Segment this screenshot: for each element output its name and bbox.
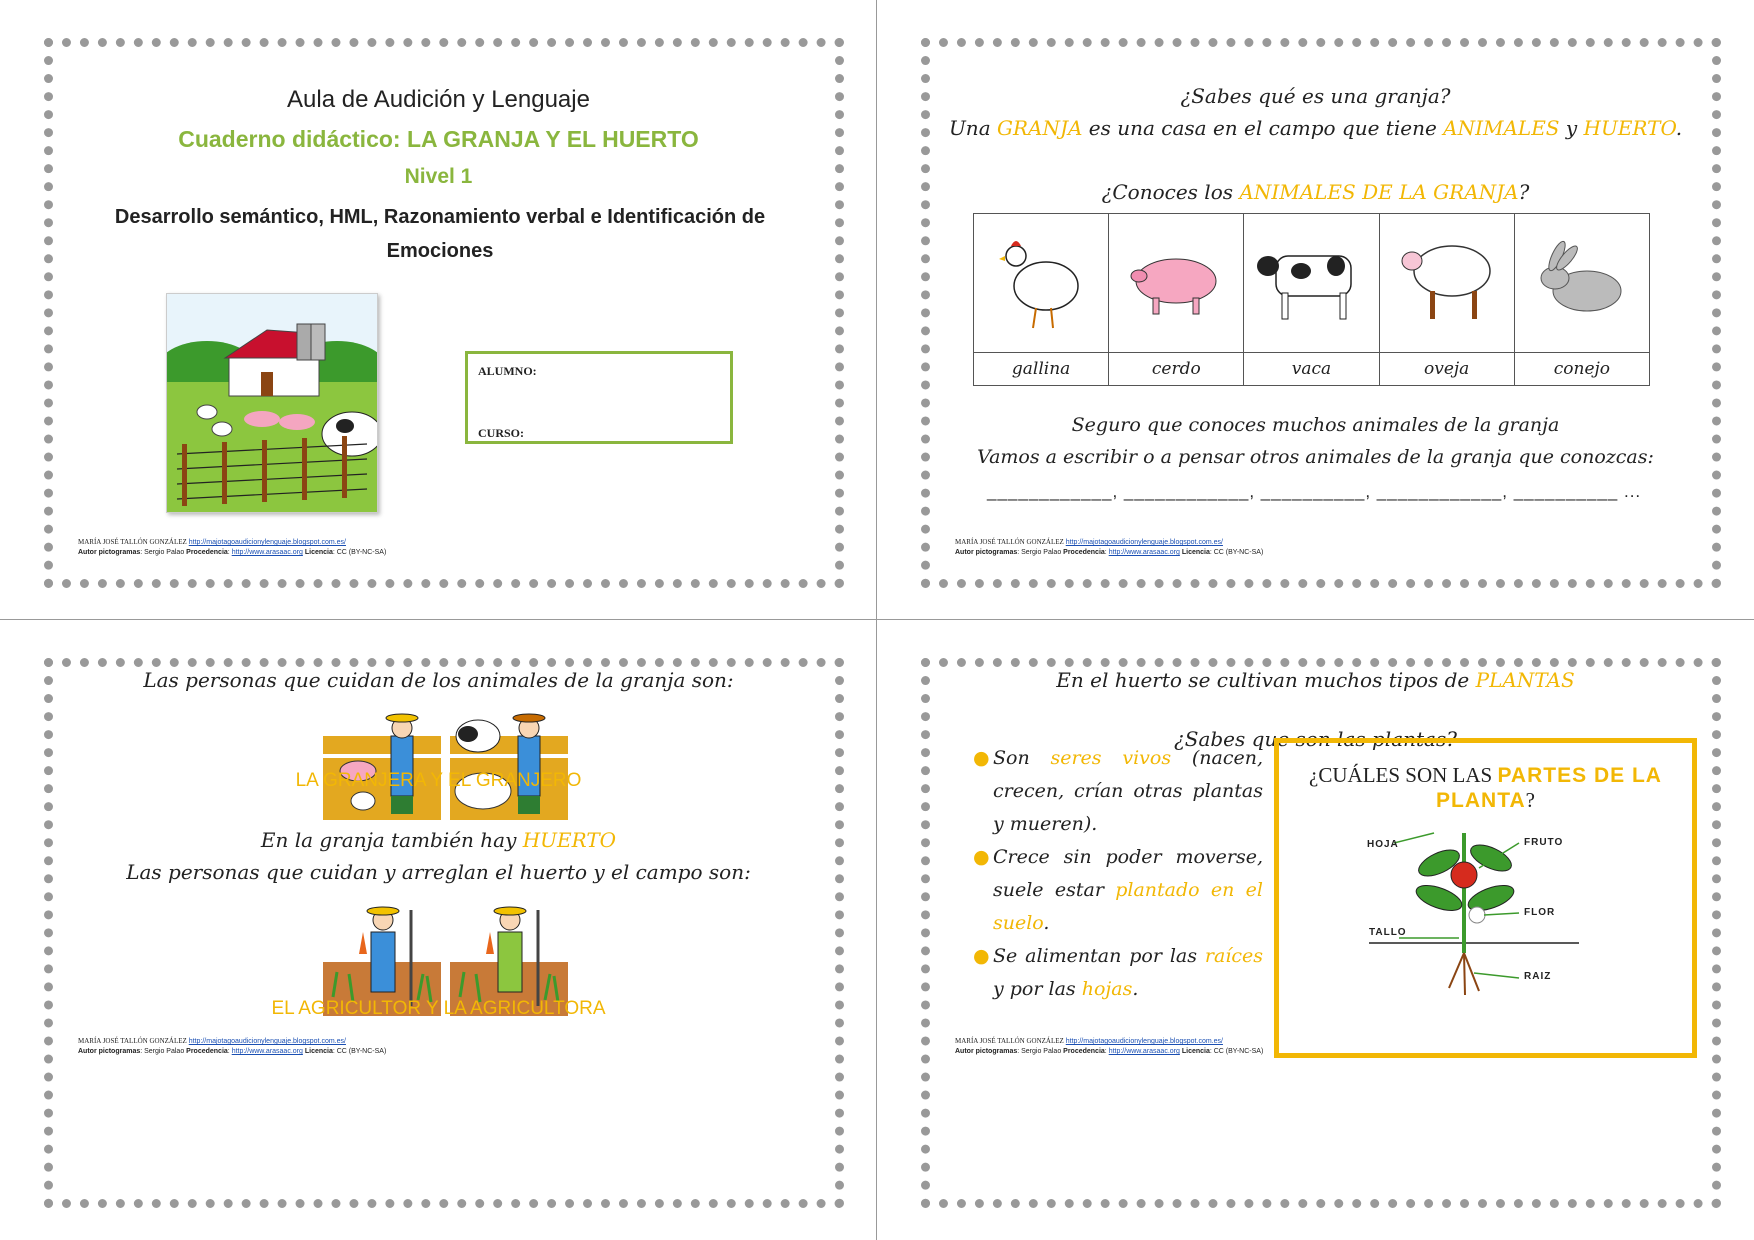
word-huerto: HUERTO — [1583, 116, 1676, 140]
source-label: Procedencia — [1063, 1048, 1105, 1055]
word-animales: ANIMALES — [1443, 116, 1560, 140]
fact-text: (nacen, crecen, crían otras plantas y mueren). — [993, 747, 1263, 835]
plant-parts-title — [1279, 763, 1692, 813]
pictos-author: : Sergio Palao — [1017, 549, 1064, 556]
word-granja: GRANJA — [996, 116, 1083, 140]
fact-text: y por las — [993, 978, 1082, 1000]
pictos-label: Autor pictogramas — [78, 1048, 141, 1055]
farmers-illustration — [323, 706, 568, 820]
plant-parts-box — [1274, 738, 1697, 1058]
page-title: Aula de Audición y Lenguaje — [287, 86, 590, 113]
source-label: Procedencia — [186, 1048, 228, 1055]
plant-diagram — [1279, 823, 1692, 1013]
course-label: CURSO: — [478, 426, 525, 440]
sentence-write: Vamos a escribir o a pensar otros animales de la granja que conozcas: — [977, 446, 1654, 468]
footer: MARÍA JOSÉ TALLÓN GONZÁLEZ http://majotagoaudicionylenguaje.blogspot.com.es/ Autor pictogramas: Sergio Palao Procedencia: http://www.arasaac.org Licencia: CC (BY-NC-SA) — [955, 538, 1264, 556]
fact-highlight: plantado en el suelo — [993, 879, 1264, 934]
student-info-box — [465, 351, 733, 444]
line-plants — [877, 668, 1754, 692]
line-caretakers: Las personas que cuidan de los animales de la granja son: — [143, 668, 734, 692]
hen-picture — [991, 226, 1091, 336]
fact-text: Crece sin poder moverse, suele estar — [993, 846, 1263, 901]
license-label: Licencia — [1181, 1048, 1210, 1055]
plant-facts-list — [973, 742, 1263, 1006]
list-item — [973, 841, 1263, 940]
label-leaf: HOJA — [1367, 839, 1399, 850]
fact-highlight: seres vivos — [1050, 747, 1172, 769]
source-link[interactable]: http://www.arasaac.org — [1108, 1048, 1180, 1055]
footer: MARÍA JOSÉ TALLÓN GONZÁLEZ http://majotagoaudicionylenguaje.blogspot.com.es/ Autor pictogramas: Sergio Palao Procedencia: http://www.arasaac.org Licencia: CC (BY-NC-SA) — [955, 1037, 1264, 1055]
fact-text: . — [1132, 978, 1139, 1000]
page-farm-animals — [877, 0, 1754, 620]
source-link[interactable]: http://www.arasaac.org — [231, 1048, 303, 1055]
blog-link[interactable]: http://majotagoaudicionylenguaje.blogspot.com.es/ — [188, 539, 346, 546]
fact-highlight: hojas — [1081, 978, 1133, 1000]
sheep-cell — [1379, 214, 1514, 353]
def-text: Una — [948, 116, 997, 140]
student-label: ALUMNO: — [478, 364, 537, 378]
pictos-author: : Sergio Palao — [140, 1048, 187, 1055]
animals-table — [973, 213, 1650, 386]
def-text: y — [1559, 116, 1584, 140]
question-animals — [877, 180, 1754, 204]
footer: MARÍA JOSÉ TALLÓN GONZÁLEZ http://majotagoaudicionylenguaje.blogspot.com.es/ Autor pictogramas: Sergio Palao Procedencia: http://www.arasaac.org Licencia: CC (BY-NC-SA) — [78, 1037, 387, 1055]
dotted-frame — [44, 38, 844, 588]
pictos-label: Autor pictogramas — [78, 549, 141, 556]
rabbit-cell — [1514, 214, 1649, 353]
question-text: ? — [1518, 180, 1530, 204]
title-text: ¿CUÁLES SON LAS — [1309, 763, 1498, 787]
page-cover — [0, 0, 877, 620]
line-text: En el huerto se cultivan muchos tipos de — [1056, 668, 1476, 692]
page-farm-people — [0, 620, 877, 1240]
title-text: ? — [1525, 788, 1535, 812]
blog-link[interactable]: http://majotagoaudicionylenguaje.blogspot.com.es/ — [188, 1038, 346, 1045]
animal-name: conejo — [1514, 353, 1649, 386]
blog-link[interactable]: http://majotagoaudicionylenguaje.blogspot.com.es/ — [1065, 1038, 1223, 1045]
source-link[interactable]: http://www.arasaac.org — [1108, 549, 1180, 556]
animal-name: cerdo — [1109, 353, 1244, 386]
animal-name: gallina — [974, 353, 1109, 386]
fact-text: Son — [993, 747, 1051, 769]
cow-picture — [1256, 231, 1366, 331]
fact-text: . — [1043, 912, 1050, 934]
license-label: Licencia — [1181, 549, 1210, 556]
farm-illustration — [166, 293, 378, 513]
fact-highlight: raíces — [1204, 945, 1263, 967]
license-label: Licencia — [304, 1048, 333, 1055]
license-value: : CC (BY-NC-SA) — [332, 549, 387, 556]
label-fruit: FRUTO — [1524, 837, 1564, 848]
page-plants — [877, 620, 1754, 1240]
animal-name: vaca — [1244, 353, 1379, 386]
list-item — [973, 940, 1263, 1006]
list-item — [973, 742, 1263, 841]
license-label: Licencia — [304, 549, 333, 556]
footer-author: MARÍA JOSÉ TALLÓN GONZÁLEZ — [78, 538, 187, 546]
rabbit-picture — [1527, 236, 1637, 326]
line-text: En la granja también hay — [260, 828, 523, 852]
caption-agricultors: EL AGRICULTOR Y LA AGRICULTORA — [271, 998, 606, 1019]
line-also-garden — [0, 828, 877, 852]
pictos-author: : Sergio Palao — [1017, 1048, 1064, 1055]
sentence-sure: Seguro que conoces muchos animales de la granja — [1071, 414, 1560, 436]
hen-cell — [974, 214, 1109, 353]
sheep-picture — [1392, 231, 1502, 331]
source-label: Procedencia — [1063, 549, 1105, 556]
title-highlight: PARTES DE LA PLANTA — [1436, 764, 1662, 812]
license-value: : CC (BY-NC-SA) — [332, 1048, 387, 1055]
def-text: es una casa en el campo que tiene — [1082, 116, 1444, 140]
footer-author: MARÍA JOSÉ TALLÓN GONZÁLEZ — [955, 1037, 1064, 1045]
pictos-author: : Sergio Palao — [140, 549, 187, 556]
question-text: ¿Conoces los — [1101, 180, 1240, 204]
pig-cell — [1109, 214, 1244, 353]
question-farm: ¿Sabes qué es una granja? — [1180, 84, 1451, 108]
word-huerto: HUERTO — [522, 828, 617, 852]
footer-author: MARÍA JOSÉ TALLÓN GONZÁLEZ — [955, 538, 1064, 546]
word-plantas: PLANTAS — [1475, 668, 1575, 692]
footer: MARÍA JOSÉ TALLÓN GONZÁLEZ http://majotagoaudicionylenguaje.blogspot.com.es/ Autor pictogramas: Sergio Palao Procedencia: http://www.arasaac.org Licencia: CC (BY-NC-SA) — [78, 538, 387, 556]
highlight-animals: ANIMALES DE LA GRANJA — [1239, 180, 1519, 204]
pig-picture — [1121, 236, 1231, 326]
pictos-label: Autor pictogramas — [955, 1048, 1018, 1055]
fact-text: Se alimentan por las — [993, 945, 1205, 967]
farm-definition — [877, 116, 1754, 140]
label-stem: TALLO — [1369, 927, 1407, 938]
bullet-icon: ● — [973, 846, 990, 868]
source-link[interactable]: http://www.arasaac.org — [231, 549, 303, 556]
answer-blanks[interactable]: ____________, ____________, __________, ____________, __________ ... — [987, 482, 1642, 501]
source-label: Procedencia — [186, 549, 228, 556]
blog-link[interactable]: http://majotagoaudicionylenguaje.blogspot.com.es/ — [1065, 539, 1223, 546]
label-root: RAIZ — [1524, 971, 1552, 982]
label-flower: FLOR — [1524, 907, 1556, 918]
license-value: : CC (BY-NC-SA) — [1209, 549, 1264, 556]
def-text: . — [1675, 116, 1683, 140]
level-label: Nivel 1 — [404, 165, 473, 188]
pictos-label: Autor pictogramas — [955, 549, 1018, 556]
question-plants: ¿Sabes que son las plantas? — [1174, 727, 1457, 751]
animal-name: oveja — [1379, 353, 1514, 386]
notebook-subtitle: Cuaderno didáctico: LA GRANJA Y EL HUERTO — [178, 126, 699, 152]
license-value: : CC (BY-NC-SA) — [1209, 1048, 1264, 1055]
caption-farmers: LA GRANJERA Y EL GRANJERO — [295, 770, 582, 791]
bullet-icon: ● — [973, 747, 990, 769]
footer-author: MARÍA JOSÉ TALLÓN GONZÁLEZ — [78, 1037, 187, 1045]
line-garden-caretakers: Las personas que cuidan y arreglan el huerto y el campo son: — [126, 860, 751, 884]
bullet-icon: ● — [973, 945, 990, 967]
cow-cell — [1244, 214, 1379, 353]
description: Desarrollo semántico, HML, Razonamiento verbal e Identificación de Emociones — [114, 206, 766, 262]
